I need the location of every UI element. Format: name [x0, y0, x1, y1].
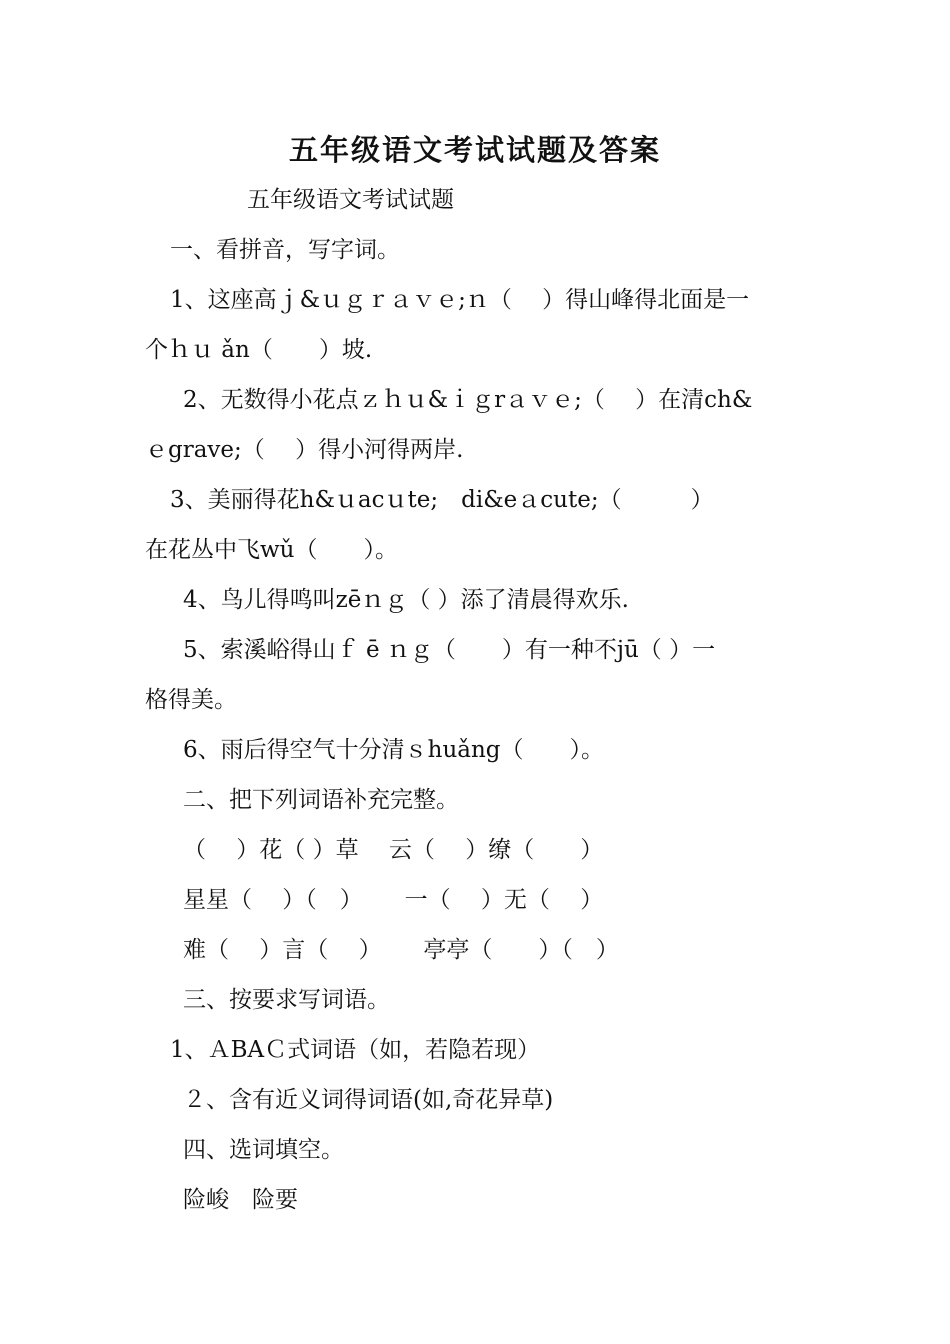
section-1-heading: 一、看拼音，写字词。	[170, 237, 400, 263]
question-5-line-2: 格得美。	[145, 687, 237, 713]
question-3-line-2: 在花丛中飞wǔ（ ）。	[145, 537, 398, 563]
document-title: 五年级语文考试试题及答案	[288, 133, 661, 167]
subtitle: 五年级语文考试试题	[247, 187, 454, 213]
section-3-question-1: 1、ＡBAＣ式词语（如，若隐若现）	[170, 1037, 541, 1063]
section-4-heading: 四、选词填空。	[183, 1137, 344, 1163]
question-5-line-1: 5、索溪峪得山ｆ ē ｎｇ（ ）有一种不jū（ ）一	[183, 637, 716, 663]
fill-row-3: 难（ ）言（ ） 亭亭（ ）（ ）	[183, 937, 619, 963]
question-2-line-1: 2、无数得小花点ｚｈｕ&ｉｇrａｖｅ;（ ）在清ch&	[183, 387, 753, 413]
question-1-line-2: 个ｈｕ ǎn（ ）坡.	[145, 337, 373, 363]
section-4-word-choices: 险峻 险要	[183, 1187, 298, 1213]
section-3-question-2: ２、含有近义词得词语(如,奇花异草)	[183, 1087, 554, 1113]
question-2-line-2: ｅgrave;（ ）得小河得两岸.	[145, 437, 464, 463]
question-6: 6、雨后得空气十分清ｓhuǎng（ ）。	[183, 737, 605, 763]
fill-row-2: 星星（ ）（ ） 一（ ）无（ ）	[183, 887, 604, 913]
question-3-line-1: 3、美丽得花h&ｕacｕte; di&eａcute;（ ）	[170, 487, 714, 513]
section-3-heading: 三、按要求写词语。	[183, 987, 390, 1013]
question-4: 4、鸟儿得鸣叫zēｎｇ（ ）添了清晨得欢乐.	[183, 587, 629, 613]
fill-row-1: （ ）花（ ）草 云（ ）缭（ ）	[183, 837, 604, 863]
section-2-heading: 二、把下列词语补充完整。	[183, 787, 459, 813]
question-1-line-1: 1、这座高ｊ&ｕｇｒａｖｅ;ｎ（ ）得山峰得北面是一	[170, 287, 750, 313]
